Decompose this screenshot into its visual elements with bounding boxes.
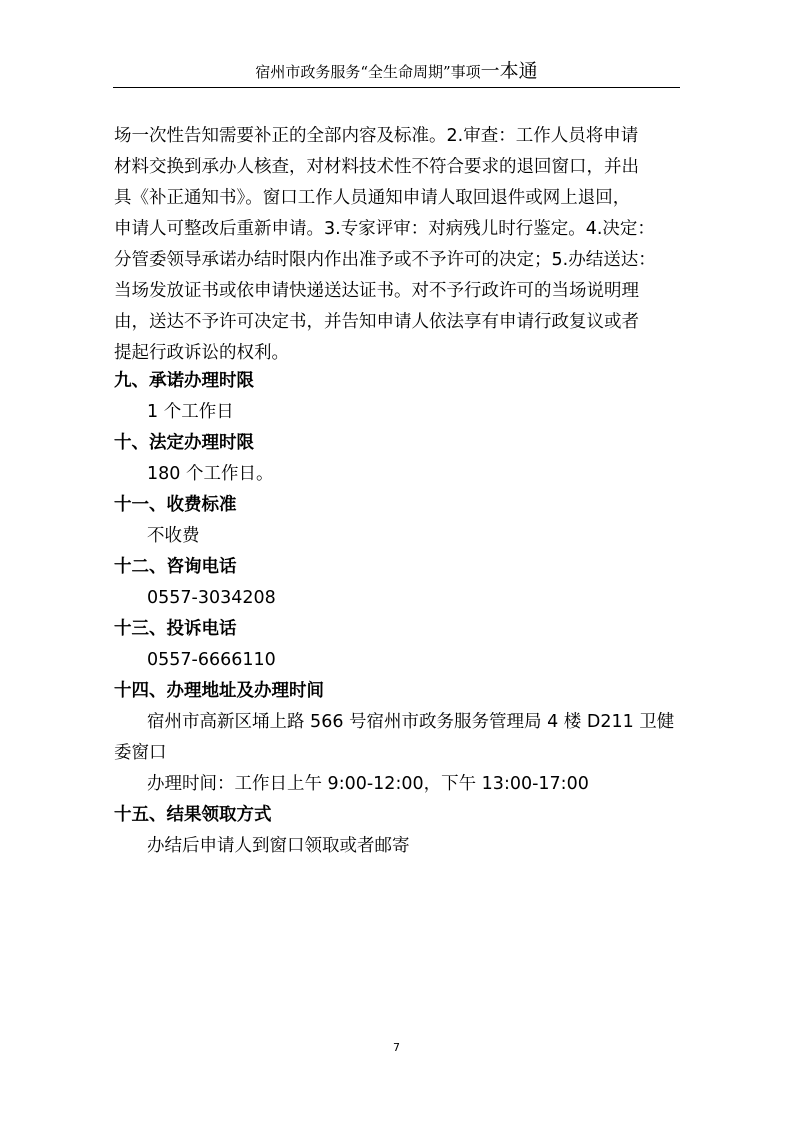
paragraph-line: 场一次性告知需要补正的全部内容及标准。2.审查：工作人员将申请 (114, 126, 639, 146)
section-heading: 十五、结果领取方式 (114, 805, 272, 825)
section-complaint-phone (114, 614, 684, 676)
section-address (114, 676, 684, 800)
address-line-continued: 委窗口 (114, 743, 167, 763)
section-heading: 十四、办理地址及办理时间 (114, 681, 324, 701)
section-value: 办结后申请人到窗口领取或者邮寄 (147, 836, 410, 856)
page-number: 7 (393, 1041, 400, 1054)
paragraph-line: 申请人可整改后重新申请。3.专家评审：对病残儿时行鉴定。4.决定： (114, 219, 655, 239)
section-fee (114, 490, 684, 552)
section-consult-phone (114, 552, 684, 614)
page-header (0, 61, 793, 82)
section-heading: 十三、投诉电话 (114, 619, 237, 639)
paragraph-line: 提起行政诉讼的权利。 (114, 343, 289, 363)
section-heading: 十、法定办理时限 (114, 433, 254, 453)
consult-phone-number: 0557-3034208 (147, 588, 276, 608)
section-value: 180 个工作日。 (147, 464, 274, 484)
paragraph-line: 由，送达不予许可决定书，并告知申请人依法享有申请行政复议或者 (114, 312, 639, 332)
header-divider (113, 87, 680, 88)
paragraph-line: 具《补正通知书》。窗口工作人员通知申请人取回退件或网上退回， (114, 188, 631, 208)
header-title: 宿州市政务服务“全生命周期”事项 (255, 63, 481, 81)
document-sections (114, 366, 684, 862)
section-value: 不收费 (147, 526, 200, 546)
paragraph-line: 当场发放证书或依申请快递送达证书。对不予行政许可的当场说明理 (114, 281, 639, 301)
address-line: 宿州市高新区埇上路 566 号宿州市政务服务管理局 4 楼 D211 卫健 (147, 712, 675, 732)
process-description-paragraph (114, 121, 684, 369)
header-title-suffix: 一本通 (480, 60, 538, 82)
paragraph-line: 材料交换到承办人核查，对材料技术性不符合要求的退回窗口，并出 (114, 157, 639, 177)
section-value: 1 个工作日 (147, 402, 234, 422)
complaint-phone-number: 0557-6666110 (147, 650, 276, 670)
office-hours: 办理时间：工作日上午 9:00-12:00，下午 13:00-17:00 (147, 774, 589, 794)
section-legal-time (114, 428, 684, 490)
section-heading: 十二、咨询电话 (114, 557, 237, 577)
section-promised-time (114, 366, 684, 428)
section-result (114, 800, 684, 862)
paragraph-line: 分管委领导承诺办结时限内作出准予或不予许可的决定；5.办结送达： (114, 250, 656, 270)
section-heading: 九、承诺办理时限 (114, 371, 254, 391)
section-heading: 十一、收费标准 (114, 495, 237, 515)
